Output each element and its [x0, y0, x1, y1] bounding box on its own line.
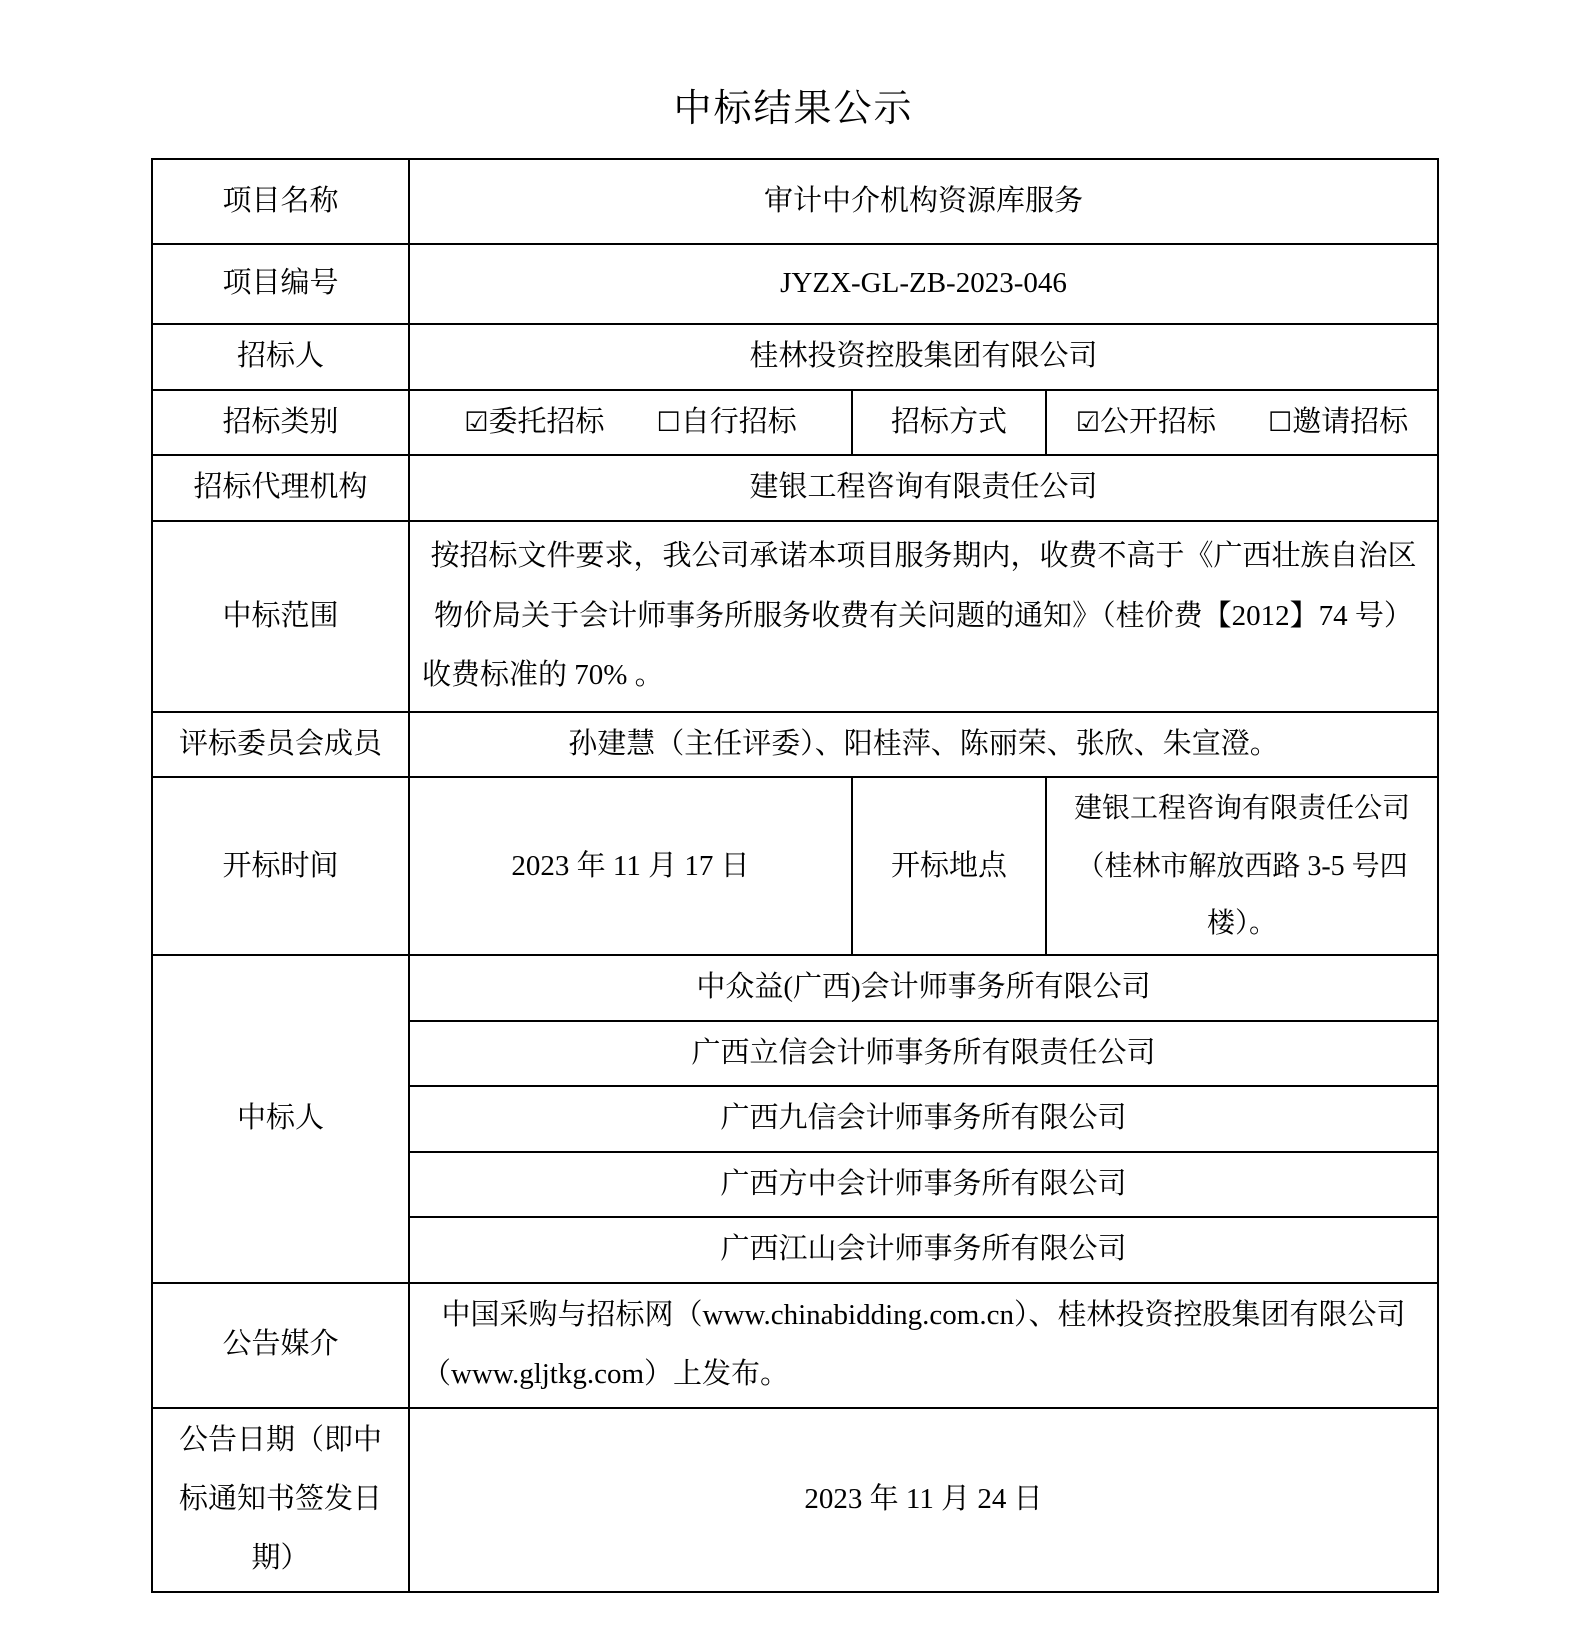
table-row	[152, 324, 1438, 390]
table-row	[152, 159, 1438, 244]
option-entrust-bid	[464, 406, 604, 438]
bid-method-label: 招标方式	[852, 390, 1046, 455]
table-row	[152, 955, 1438, 1020]
checkbox-checked-icon: ☑	[1075, 407, 1100, 438]
table-row	[152, 1283, 1438, 1408]
scope-label: 中标范围	[152, 521, 409, 712]
agency-label: 招标代理机构	[152, 455, 409, 520]
agency-value: 建银工程咨询有限责任公司	[409, 455, 1438, 520]
winner-name: 广西江山会计师事务所有限公司	[409, 1217, 1438, 1282]
table-row	[152, 455, 1438, 520]
opening-time-label: 开标时间	[152, 777, 409, 955]
option-invite-bid	[1268, 406, 1408, 438]
page-title: 中标结果公示	[673, 88, 914, 130]
table-row	[152, 244, 1438, 324]
opening-time-value: 2023 年 11 月 17 日	[409, 777, 852, 955]
opening-place-label: 开标地点	[852, 777, 1046, 955]
media-value: 中国采购与招标网（www.chinabidding.com.cn）、桂林投资控股集团有限公司（www.gljtkg.com）上发布。	[409, 1283, 1438, 1408]
bid-result-table	[151, 158, 1439, 1593]
option-open-bid	[1076, 406, 1216, 438]
tenderee-label: 招标人	[152, 324, 409, 390]
table-row	[152, 777, 1438, 955]
announce-date-value: 2023 年 11 月 24 日	[409, 1408, 1438, 1592]
committee-label: 评标委员会成员	[152, 712, 409, 777]
announce-date-label: 公告日期（即中标通知书签发日期）	[152, 1408, 409, 1592]
tenderee-value: 桂林投资控股集团有限公司	[409, 324, 1438, 390]
winner-name: 广西立信会计师事务所有限责任公司	[409, 1021, 1438, 1086]
option-label: 委托招标	[488, 406, 605, 438]
opening-place-value: 建银工程咨询有限责任公司（桂林市解放西路 3-5 号四楼）。	[1046, 777, 1438, 955]
winner-name: 中众益(广西)会计师事务所有限公司	[409, 955, 1438, 1020]
winner-name: 广西九信会计师事务所有限公司	[409, 1086, 1438, 1151]
checkbox-unchecked-icon: ☐	[656, 407, 681, 438]
project-number-label: 项目编号	[152, 244, 409, 324]
table-row	[152, 390, 1438, 455]
project-number-value: JYZX-GL-ZB-2023-046	[409, 244, 1438, 324]
winners-label: 中标人	[152, 955, 409, 1282]
bid-category-options	[409, 390, 852, 455]
option-self-bid	[657, 406, 797, 438]
committee-value: 孙建慧（主任评委）、阳桂萍、陈丽荣、张欣、朱宣澄。	[409, 712, 1438, 777]
checkbox-unchecked-icon: ☐	[1268, 407, 1293, 438]
project-name-label: 项目名称	[152, 159, 409, 244]
bid-method-options	[1046, 390, 1438, 455]
table-row	[152, 712, 1438, 777]
option-label: 公开招标	[1099, 406, 1216, 438]
checkbox-checked-icon: ☑	[464, 407, 489, 438]
media-label: 公告媒介	[152, 1283, 409, 1408]
bid-category-label: 招标类别	[152, 390, 409, 455]
table-row	[152, 1408, 1438, 1592]
project-name-value: 审计中介机构资源库服务	[409, 159, 1438, 244]
scope-value: 按招标文件要求，我公司承诺本项目服务期内，收费不高于《广西壮族自治区物价局关于会计师事务所服务收费有关问题的通知》（桂价费【2012】74 号）收费标准的 70% 。	[409, 521, 1438, 712]
option-label: 邀请招标	[1292, 406, 1409, 438]
option-label: 自行招标	[680, 406, 797, 438]
table-row	[152, 521, 1438, 712]
winner-name: 广西方中会计师事务所有限公司	[409, 1152, 1438, 1217]
